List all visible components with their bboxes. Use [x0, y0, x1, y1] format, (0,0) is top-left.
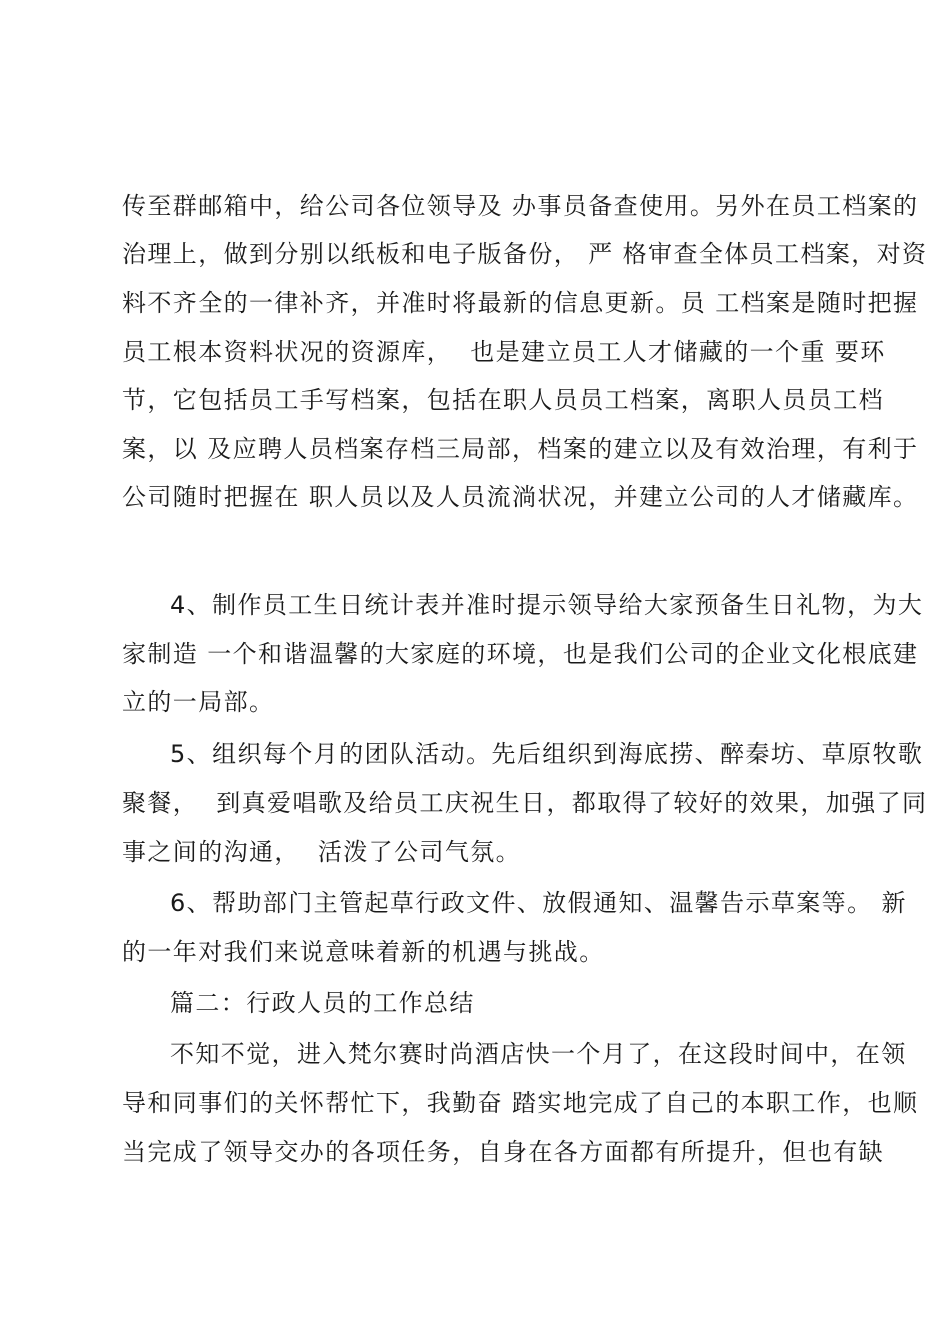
section-heading: 篇二：行政人员的工作总结: [170, 989, 475, 1017]
paragraph-line: 立的一局部。: [122, 688, 275, 716]
paragraph-line: 员工根本资料状况的资源库， 也是建立员工人才储藏的一个重 要环: [122, 338, 886, 366]
paragraph-line: 家制造 一个和谐温馨的大家庭的环境，也是我们公司的企业文化根底建: [122, 640, 919, 668]
paragraph-line: 当完成了领导交办的各项任务，自身在各方面都有所提升，但也有缺: [122, 1138, 884, 1166]
paragraph-line: 事之间的沟通， 活泼了公司气氛。: [122, 838, 522, 866]
paragraph-line: 5、组织每个月的团队活动。先后组织到海底捞、醉秦坊、草原牧歌: [170, 740, 924, 768]
paragraph-line: 料不齐全的一律补齐，并准时将最新的信息更新。员 工档案是随时把握: [122, 289, 919, 317]
paragraph-line: 6、帮助部门主管起草行政文件、放假通知、温馨告示草案等。 新: [170, 889, 907, 917]
paragraph-line: 不知不觉，进入梵尔赛时尚酒店快一个月了，在这段时间中，在领: [170, 1040, 907, 1068]
paragraph-line: 节，它包括员工手写档案，包括在职人员员工档案，离职人员员工档: [122, 386, 884, 414]
paragraph-line: 案，以 及应聘人员档案存档三局部，档案的建立以及有效治理，有利于: [122, 435, 919, 463]
paragraph-line: 治理上，做到分别以纸板和电子版备份， 严 格审查全体员工档案，对资: [122, 240, 928, 268]
paragraph-line: 公司随时把握在 职人员以及人员流淌状况，并建立公司的人才储藏库。: [122, 483, 919, 511]
paragraph-line: 传至群邮箱中，给公司各位领导及 办事员备查使用。另外在员工档案的: [122, 192, 919, 220]
paragraph-line: 4、制作员工生日统计表并准时提示领导给大家预备生日礼物，为大: [170, 591, 924, 619]
paragraph-line: 的一年对我们来说意味着新的机遇与挑战。: [122, 938, 605, 966]
paragraph-line: 聚餐， 到真爱唱歌及给员工庆祝生日，都取得了较好的效果，加强了同: [122, 789, 928, 817]
paragraph-line: 导和同事们的关怀帮忙下，我勤奋 踏实地完成了自己的本职工作，也顺: [122, 1089, 919, 1117]
